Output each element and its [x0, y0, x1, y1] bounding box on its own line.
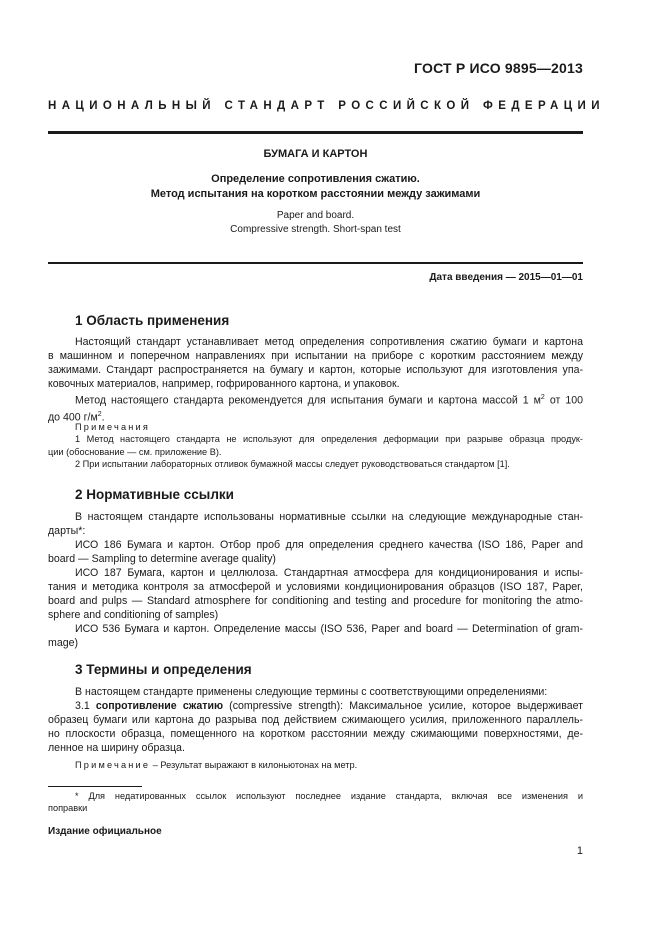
text-line: Настоящий стандарт устанавливает метод определения сопротивления сжатию бумаги и картона: [75, 336, 583, 348]
section-1-paragraph-2: [48, 391, 583, 424]
section-1-notes: [48, 421, 583, 471]
text-fragment: до 400 г/м: [48, 411, 98, 424]
text-line: тания и методика контроля за атмосферой и условиями кондиционирования образцов (ISO 187, Paper,: [48, 581, 583, 593]
text-fragment: от 100: [544, 394, 583, 407]
page-number: 1: [576, 845, 583, 857]
reference-iso-187: [48, 566, 583, 622]
edition-label: Издание официальное: [48, 826, 162, 837]
note-line: ции (обоснование — см. приложение В).: [48, 446, 222, 457]
text-line: sphere and conditioning of samples): [48, 609, 219, 621]
superscript: 2: [540, 394, 545, 401]
text-line: [48, 391, 583, 408]
text-fragment: (compressive strength): Максимальное усилие, которое выдерживает: [223, 700, 583, 712]
text-line: ИСО 187 Бумага, картон и целлюлоза. Стандартная атмосфера для кондиционирования и испы-: [75, 567, 583, 579]
section-2-heading: 2 Нормативные ссылки: [75, 487, 234, 502]
standard-subtitle-line1: Определение сопротивления сжатию.: [211, 173, 420, 185]
title-divider: [48, 262, 583, 264]
text-line: В настоящем стандарте применены следующие термины с соответствующими определениями:: [75, 686, 548, 698]
text-line: ИСО 536 Бумага и картон. Определение массы (ISO 536, Paper and board — Determination of gram-: [75, 623, 583, 635]
reference-iso-186: [48, 538, 583, 566]
top-divider: [48, 131, 583, 134]
reference-iso-536: [48, 622, 583, 650]
text-line: ковочных материалов, например, гофрированного картона, и упаковок.: [48, 378, 400, 390]
footnote-line: * Для недатированных ссылок используют последнее издание стандарта, включая все изменения и: [75, 791, 583, 801]
text-line: ИСО 186 Бумага и картон. Отбор проб для определения среднего качества (ISO 186, Paper and: [75, 539, 583, 551]
text-line: зажимами. Стандарт распространяется на бумагу и картон, которые используют для изготовления упа-: [48, 364, 583, 376]
text-line: [48, 699, 583, 713]
footnote-divider: [48, 786, 142, 787]
notes-label: Примечания: [75, 422, 151, 432]
section-3-heading: 3 Термины и определения: [75, 662, 252, 677]
text-line: в машинном и поперечном направлениях при испытании на приборе с коротким расстоянием между: [48, 350, 583, 362]
english-title-line2: Compressive strength. Short-span test: [230, 224, 401, 235]
note-line: 1 Метод настоящего стандарта не используют для определения деформации при разрыве образца продук-: [75, 434, 583, 445]
text-line: mage): [48, 637, 79, 649]
footnote-line: поправки: [48, 803, 88, 814]
document-number: ГОСТ Р ИСО 9895—2013: [414, 60, 583, 76]
text-line: В настоящем стандарте использованы нормативные ссылки на следующие международные стан-: [75, 511, 583, 523]
text-line: board — Sampling to determine average quality): [48, 553, 276, 565]
note-line: [48, 759, 583, 771]
section-3-intro: [48, 685, 583, 699]
superscript: 2: [97, 410, 102, 418]
english-title-line1: Paper and board.: [276, 210, 355, 221]
text-line: но плоскости образца, помещенного на коротком расстоянии между сжимающими поверхностями, де-: [48, 728, 583, 740]
standard-subtitle-line2: Метод испытания на коротком расстоянии между зажимами: [150, 188, 481, 200]
note-text: – Результат выражают в килоньютонах на метр.: [150, 760, 358, 770]
section-1-heading: 1 Область применения: [75, 313, 230, 328]
text-fragment: .: [101, 411, 105, 424]
section-3-note: [48, 759, 583, 771]
text-line: образец бумаги или картона до разрыва под действием сжимающего усилия, приложенного параллель-: [48, 714, 583, 726]
national-standard-banner: НАЦИОНАЛЬНЫЙ СТАНДАРТ РОССИЙСКОЙ ФЕДЕРАЦИИ: [48, 100, 605, 112]
footnote: [48, 790, 583, 815]
introduction-date: Дата введения — 2015—01—01: [429, 272, 583, 283]
text-fragment: Метод настоящего стандарта рекомендуется для испытания бумаги и картона массой 1 м: [75, 394, 541, 407]
text-line: дарты*:: [48, 525, 86, 537]
section-1-paragraph-1: [48, 335, 583, 391]
section-2-intro: [48, 510, 583, 538]
text-line: ленное на ширину образца.: [48, 742, 185, 754]
term: сопротивление сжатию: [95, 700, 224, 712]
term-definition: [48, 699, 583, 755]
note-line: 2 При испытании лабораторных отливок бумажной массы следует руководствоваться стандартом [1].: [75, 459, 510, 470]
term-number: 3.1: [75, 700, 96, 712]
standard-title: БУМАГА И КАРТОН: [263, 148, 368, 160]
note-label: Примечание: [75, 760, 151, 770]
text-line: board and pulps — Standard atmosphere for conditioning and testing and procedure for monitoring the atmo-: [48, 595, 583, 607]
